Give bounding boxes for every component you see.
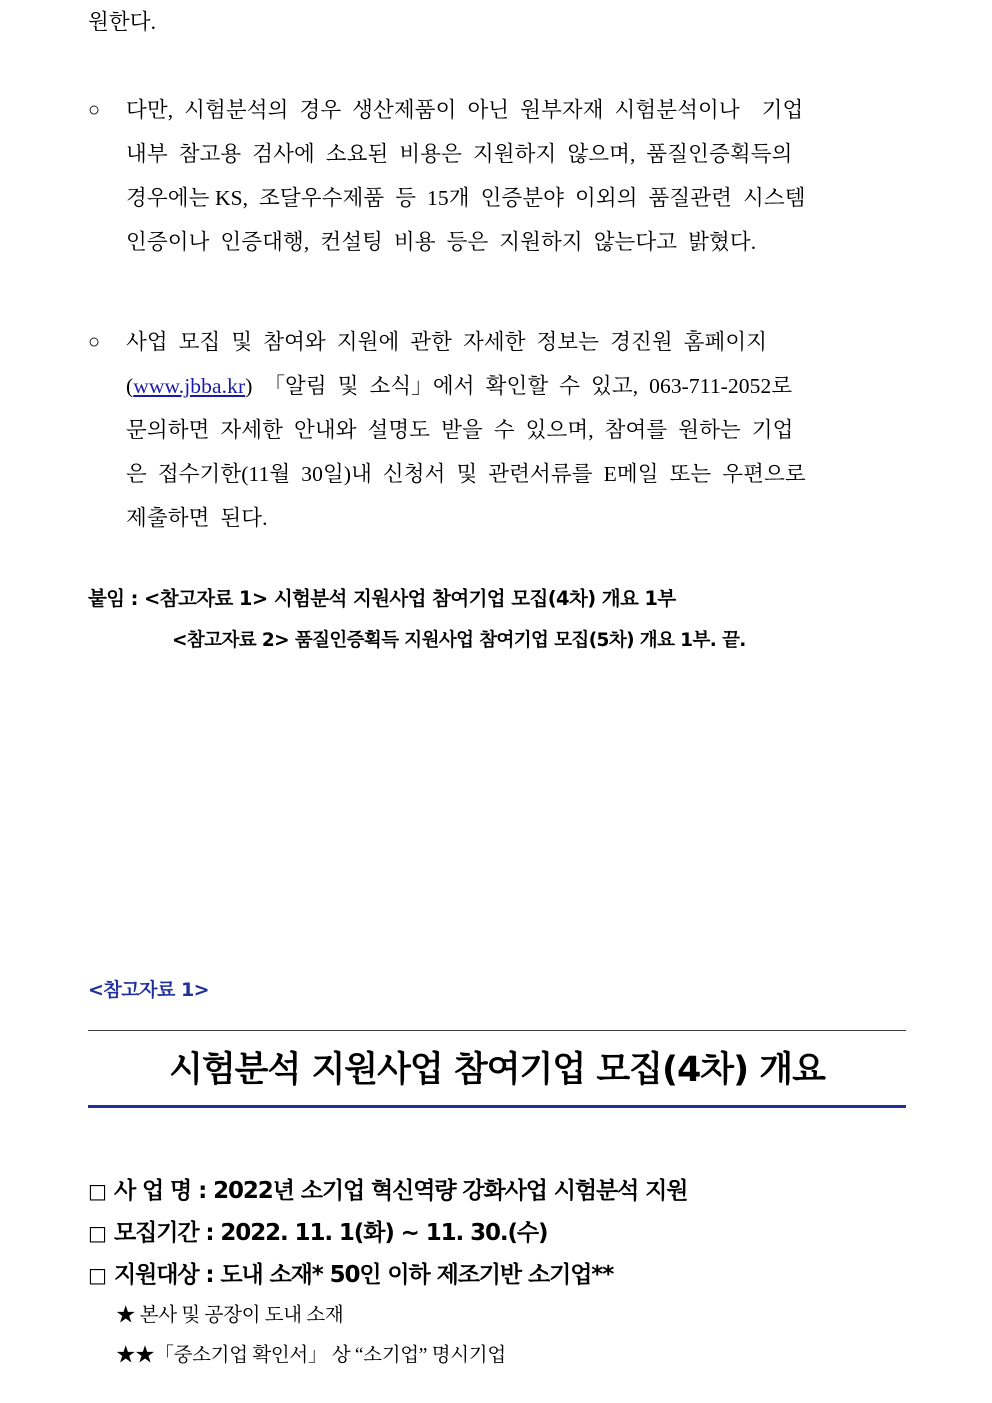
paragraph-text [88,320,904,540]
text-line: 경우에는 KS, 조달우수제품 등 15개 인증분야 이외의 품질관련 시스템 [126,186,806,210]
attachment-line-2: <참고자료 2> 품질인증획득 지원사업 참여기업 모집(5차) 개요 1부. 끝. [172,630,746,651]
reference-title-block [88,1030,906,1108]
reference-label: <참고자료 1> [88,979,210,1001]
website-link[interactable]: www.jbba.kr [133,374,246,398]
list-item [88,1212,918,1254]
circle-bullet-icon: ○ [88,99,101,121]
divider-bottom [88,1105,906,1108]
line-remainder: ) 「알림 및 소식」에서 확인할 수 있고, 063-711-2052로 [245,374,793,398]
paragraph-contact-info [88,320,904,540]
document-body [88,0,904,570]
footnote: ★★「중소기업 확인서」 상 “소기업” 명시기업 [116,1345,506,1366]
list-item-text: 지원대상 : 도내 소재* 50인 이하 제조기반 소기업** [114,1262,614,1288]
list-item-text: 모집기간 : 2022. 11. 1(화) ~ 11. 30.(수) [114,1220,548,1246]
paragraph-continuation [88,0,904,44]
text-line: 원한다. [88,10,157,34]
list-item [88,1170,918,1212]
square-bullet-icon: □ [88,1179,106,1203]
text-line: 내부 참고용 검사에 소요된 비용은 지원하지 않으며, 품질인증획득의 [126,142,793,166]
list-item-text: 사 업 명 : 2022년 소기업 혁신역량 강화사업 시험분석 지원 [114,1178,688,1204]
text-line: 인증이나 인증대행, 컨설팅 비용 등은 지원하지 않는다고 밝혔다. [126,230,757,254]
reference-title: 시험분석 지원사업 참여기업 모집(4차) 개요 [169,1050,825,1090]
footnote: ★ 본사 및 공장이 도내 소재 [116,1305,344,1326]
text-line-with-link [126,364,904,408]
text-line: 사업 모집 및 참여와 지원에 관한 자세한 정보는 경진원 홈페이지 [126,330,768,354]
paragraph-exclusions [88,88,904,264]
list-item [88,1254,918,1296]
attachment-block [88,578,918,662]
paragraph-text [88,88,904,264]
reference-items [88,1170,918,1376]
circle-bullet-icon: ○ [88,331,101,353]
text-line: 은 접수기한(11월 30일)내 신청서 및 관련서류를 E메일 또는 우편으로 [126,462,806,486]
text-line: 문의하면 자세한 안내와 설명도 받을 수 있으며, 참여를 원하는 기업 [126,418,794,442]
attachment-line-1: 붙임 : <참고자료 1> 시험분석 지원사업 참여기업 모집(4차) 개요 1부 [88,587,676,610]
text-line: 제출하면 된다. [126,506,268,530]
paren-open: ( [126,374,134,398]
text-line: 다만, 시험분석의 경우 생산제품이 아닌 원부자재 시험분석이나 기업 [126,98,804,122]
square-bullet-icon: □ [88,1263,106,1287]
square-bullet-icon: □ [88,1221,106,1245]
paragraph-text [88,0,904,44]
